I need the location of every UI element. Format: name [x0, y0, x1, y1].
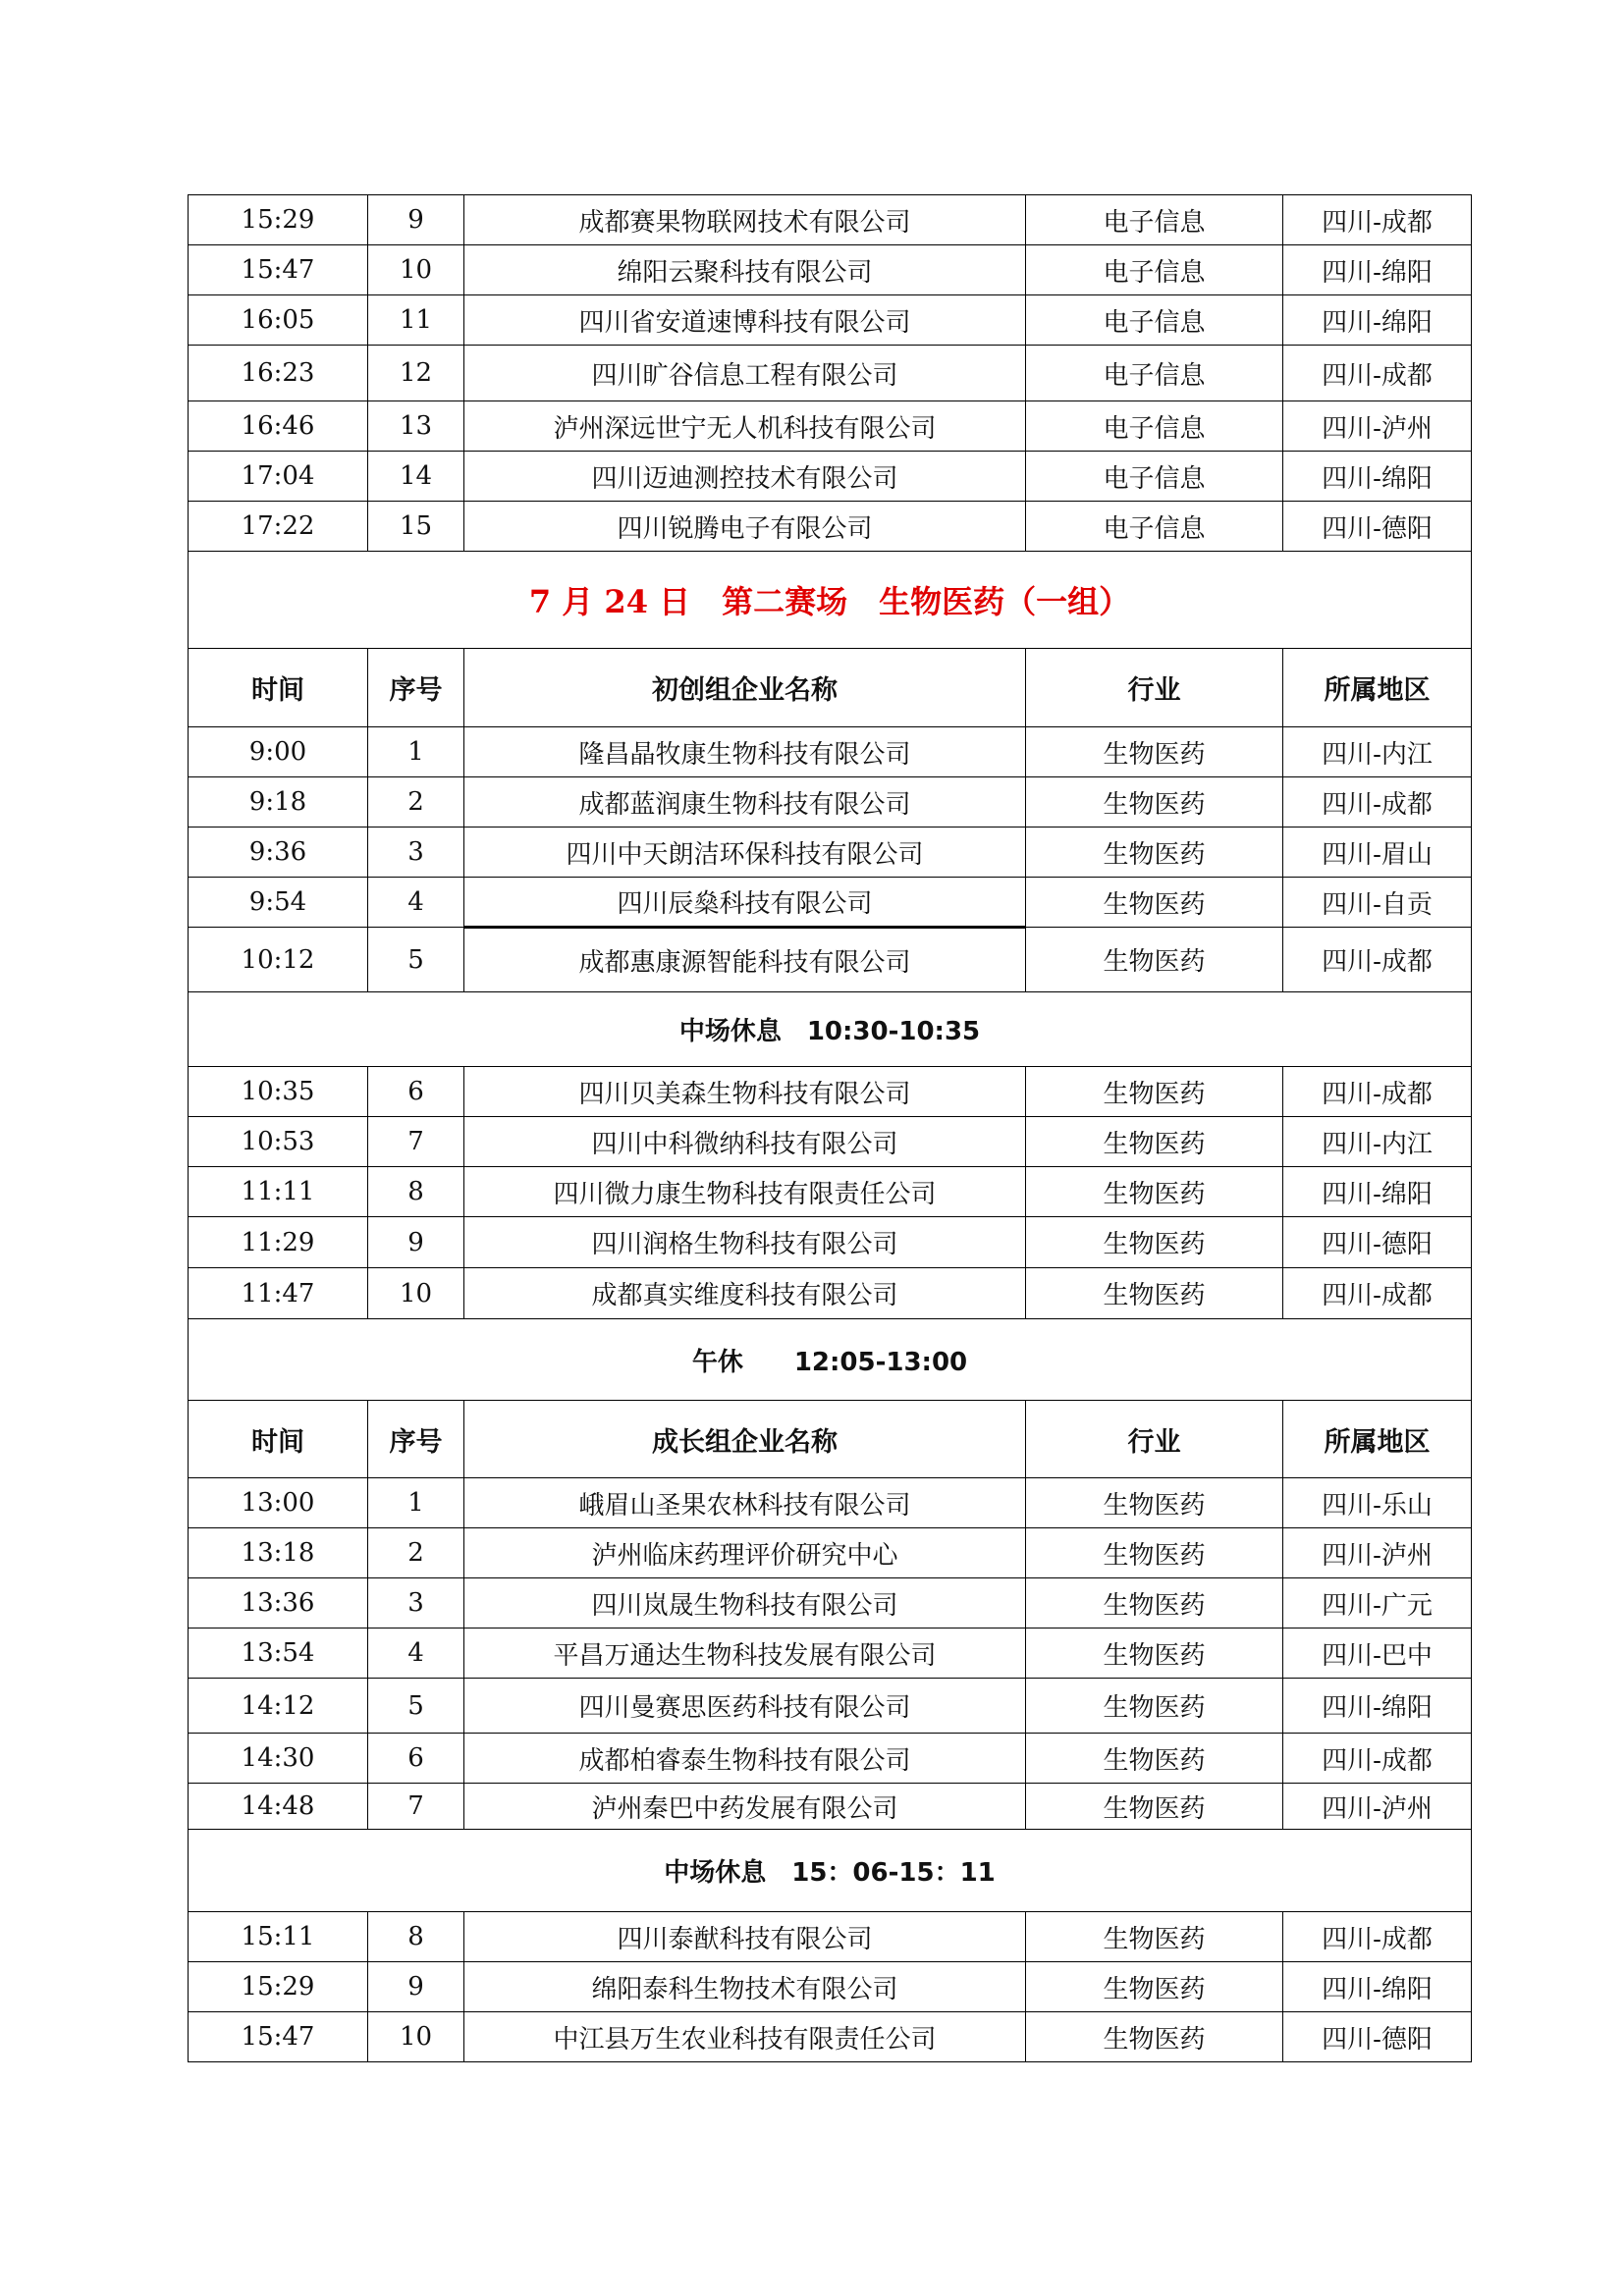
- region-cell: 四川-泸州: [1283, 1784, 1472, 1830]
- region-cell: 四川-成都: [1283, 1912, 1472, 1962]
- region-cell: 四川-成都: [1283, 1734, 1472, 1784]
- break-label: 午休 12:05-13:00: [189, 1319, 1472, 1401]
- break-label: 中场休息 15：06-15：11: [189, 1830, 1472, 1912]
- time-cell: 16:46: [189, 401, 368, 452]
- table-row: [189, 295, 1472, 346]
- table-row: [189, 502, 1472, 552]
- number-cell: 10: [368, 1268, 464, 1319]
- table-row: [189, 1962, 1472, 2012]
- company-name-cell: 平昌万通达生物科技发展有限公司: [464, 1629, 1026, 1679]
- industry-cell: 生物医药: [1026, 1912, 1283, 1962]
- column-header: 成长组企业名称: [464, 1401, 1026, 1478]
- table-row: [189, 1679, 1472, 1734]
- table-row: [189, 1167, 1472, 1217]
- industry-cell: 生物医药: [1026, 1578, 1283, 1629]
- region-cell: 四川-巴中: [1283, 1629, 1472, 1679]
- industry-cell: 生物医药: [1026, 1217, 1283, 1268]
- industry-cell: 电子信息: [1026, 502, 1283, 552]
- region-cell: 四川-内江: [1283, 1117, 1472, 1167]
- industry-cell: 生物医药: [1026, 727, 1283, 777]
- region-cell: 四川-绵阳: [1283, 1679, 1472, 1734]
- company-name-cell: 泸州深远世宁无人机科技有限公司: [464, 401, 1026, 452]
- number-cell: 1: [368, 1478, 464, 1528]
- table-row: [189, 1117, 1472, 1167]
- table-row: [189, 1268, 1472, 1319]
- region-cell: 四川-泸州: [1283, 1528, 1472, 1578]
- time-cell: 14:30: [189, 1734, 368, 1784]
- number-cell: 3: [368, 1578, 464, 1629]
- industry-cell: 生物医药: [1026, 1268, 1283, 1319]
- number-cell: 8: [368, 1912, 464, 1962]
- company-name-cell: 四川锐腾电子有限公司: [464, 502, 1026, 552]
- table-row: [189, 195, 1472, 245]
- industry-cell: 生物医药: [1026, 1067, 1283, 1117]
- time-cell: 15:29: [189, 195, 368, 245]
- number-cell: 8: [368, 1167, 464, 1217]
- region-cell: 四川-德阳: [1283, 1217, 1472, 1268]
- industry-cell: 生物医药: [1026, 1962, 1283, 2012]
- industry-cell: 生物医药: [1026, 1528, 1283, 1578]
- industry-cell: 生物医药: [1026, 828, 1283, 878]
- company-name-cell: 隆昌晶牧康生物科技有限公司: [464, 727, 1026, 777]
- region-cell: 四川-泸州: [1283, 401, 1472, 452]
- time-cell: 17:04: [189, 452, 368, 502]
- region-cell: 四川-广元: [1283, 1578, 1472, 1629]
- company-name-cell: 四川辰燊科技有限公司: [464, 878, 1026, 928]
- region-cell: 四川-成都: [1283, 1268, 1472, 1319]
- industry-cell: 生物医药: [1026, 928, 1283, 992]
- industry-cell: 生物医药: [1026, 1629, 1283, 1679]
- region-cell: 四川-成都: [1283, 195, 1472, 245]
- number-cell: 4: [368, 878, 464, 928]
- number-cell: 6: [368, 1067, 464, 1117]
- column-header: 行业: [1026, 649, 1283, 727]
- break-row: [189, 1319, 1472, 1401]
- time-cell: 9:54: [189, 878, 368, 928]
- region-cell: 四川-成都: [1283, 928, 1472, 992]
- column-header: 序号: [368, 1401, 464, 1478]
- time-cell: 9:00: [189, 727, 368, 777]
- break-label: 中场休息 10:30-10:35: [189, 992, 1472, 1067]
- number-cell: 6: [368, 1734, 464, 1784]
- company-name-cell: 四川润格生物科技有限公司: [464, 1217, 1026, 1268]
- time-cell: 15:11: [189, 1912, 368, 1962]
- time-cell: 10:53: [189, 1117, 368, 1167]
- table-row: [189, 828, 1472, 878]
- region-cell: 四川-绵阳: [1283, 1962, 1472, 2012]
- region-cell: 四川-眉山: [1283, 828, 1472, 878]
- time-cell: 15:47: [189, 245, 368, 295]
- region-cell: 四川-德阳: [1283, 2012, 1472, 2062]
- table-row: [189, 452, 1472, 502]
- number-cell: 10: [368, 2012, 464, 2062]
- company-name-cell: 四川贝美森生物科技有限公司: [464, 1067, 1026, 1117]
- industry-cell: 电子信息: [1026, 452, 1283, 502]
- time-cell: 10:12: [189, 928, 368, 992]
- company-name-cell: 成都惠康源智能科技有限公司: [464, 928, 1026, 992]
- column-header: 初创组企业名称: [464, 649, 1026, 727]
- company-name-cell: 四川迈迪测控技术有限公司: [464, 452, 1026, 502]
- table-row: [189, 727, 1472, 777]
- number-cell: 12: [368, 346, 464, 401]
- company-name-cell: 成都柏睿泰生物科技有限公司: [464, 1734, 1026, 1784]
- number-cell: 7: [368, 1117, 464, 1167]
- company-name-cell: 四川旷谷信息工程有限公司: [464, 346, 1026, 401]
- industry-cell: 电子信息: [1026, 245, 1283, 295]
- time-cell: 9:36: [189, 828, 368, 878]
- company-name-cell: 成都真实维度科技有限公司: [464, 1268, 1026, 1319]
- company-name-cell: 四川泰猷科技有限公司: [464, 1912, 1026, 1962]
- number-cell: 15: [368, 502, 464, 552]
- company-name-cell: 泸州临床药理评价研究中心: [464, 1528, 1026, 1578]
- company-name-cell: 四川岚晟生物科技有限公司: [464, 1578, 1026, 1629]
- table-row: [189, 1784, 1472, 1830]
- time-cell: 11:29: [189, 1217, 368, 1268]
- number-cell: 9: [368, 195, 464, 245]
- industry-cell: 生物医药: [1026, 777, 1283, 828]
- section-title: 7 月 24 日 第二赛场 生物医药（一组）: [189, 552, 1472, 649]
- time-cell: 13:54: [189, 1629, 368, 1679]
- break-row: [189, 992, 1472, 1067]
- table-row: [189, 1912, 1472, 1962]
- region-cell: 四川-成都: [1283, 777, 1472, 828]
- time-cell: 9:18: [189, 777, 368, 828]
- time-cell: 16:05: [189, 295, 368, 346]
- table-row: [189, 401, 1472, 452]
- time-cell: 10:35: [189, 1067, 368, 1117]
- region-cell: 四川-绵阳: [1283, 245, 1472, 295]
- industry-cell: 生物医药: [1026, 878, 1283, 928]
- column-header: 时间: [189, 649, 368, 727]
- company-name-cell: 泸州秦巴中药发展有限公司: [464, 1784, 1026, 1830]
- number-cell: 3: [368, 828, 464, 878]
- industry-cell: 生物医药: [1026, 1478, 1283, 1528]
- table-row: [189, 1528, 1472, 1578]
- time-cell: 17:22: [189, 502, 368, 552]
- table-row: [189, 878, 1472, 928]
- industry-cell: 电子信息: [1026, 346, 1283, 401]
- number-cell: 2: [368, 1528, 464, 1578]
- number-cell: 5: [368, 928, 464, 992]
- section-title-row: [189, 552, 1472, 649]
- company-name-cell: 绵阳泰科生物技术有限公司: [464, 1962, 1026, 2012]
- time-cell: 13:18: [189, 1528, 368, 1578]
- industry-cell: 电子信息: [1026, 401, 1283, 452]
- industry-cell: 生物医药: [1026, 1117, 1283, 1167]
- column-header: 所属地区: [1283, 1401, 1472, 1478]
- number-cell: 11: [368, 295, 464, 346]
- table-row: [189, 1217, 1472, 1268]
- region-cell: 四川-自贡: [1283, 878, 1472, 928]
- number-cell: 13: [368, 401, 464, 452]
- company-name-cell: 四川微力康生物科技有限责任公司: [464, 1167, 1026, 1217]
- time-cell: 11:47: [189, 1268, 368, 1319]
- region-cell: 四川-成都: [1283, 346, 1472, 401]
- column-header: 时间: [189, 1401, 368, 1478]
- table-header-row: [189, 649, 1472, 727]
- table-row: [189, 245, 1472, 295]
- industry-cell: 生物医药: [1026, 1734, 1283, 1784]
- number-cell: 9: [368, 1962, 464, 2012]
- industry-cell: 电子信息: [1026, 295, 1283, 346]
- region-cell: 四川-绵阳: [1283, 295, 1472, 346]
- time-cell: 15:29: [189, 1962, 368, 2012]
- time-cell: 14:12: [189, 1679, 368, 1734]
- number-cell: 7: [368, 1784, 464, 1830]
- company-name-cell: 峨眉山圣果农林科技有限公司: [464, 1478, 1026, 1528]
- table-row: [189, 1478, 1472, 1528]
- column-header: 序号: [368, 649, 464, 727]
- company-name-cell: 成都蓝润康生物科技有限公司: [464, 777, 1026, 828]
- column-header: 所属地区: [1283, 649, 1472, 727]
- number-cell: 1: [368, 727, 464, 777]
- number-cell: 10: [368, 245, 464, 295]
- schedule-table: [188, 194, 1472, 2062]
- column-header: 行业: [1026, 1401, 1283, 1478]
- time-cell: 14:48: [189, 1784, 368, 1830]
- region-cell: 四川-内江: [1283, 727, 1472, 777]
- region-cell: 四川-德阳: [1283, 502, 1472, 552]
- region-cell: 四川-成都: [1283, 1067, 1472, 1117]
- time-cell: 16:23: [189, 346, 368, 401]
- region-cell: 四川-乐山: [1283, 1478, 1472, 1528]
- time-cell: 13:36: [189, 1578, 368, 1629]
- company-name-cell: 成都赛果物联网技术有限公司: [464, 195, 1026, 245]
- number-cell: 5: [368, 1679, 464, 1734]
- time-cell: 15:47: [189, 2012, 368, 2062]
- number-cell: 4: [368, 1629, 464, 1679]
- industry-cell: 生物医药: [1026, 1167, 1283, 1217]
- number-cell: 14: [368, 452, 464, 502]
- company-name-cell: 四川中科微纳科技有限公司: [464, 1117, 1026, 1167]
- company-name-cell: 四川曼赛思医药科技有限公司: [464, 1679, 1026, 1734]
- region-cell: 四川-绵阳: [1283, 452, 1472, 502]
- industry-cell: 生物医药: [1026, 1679, 1283, 1734]
- industry-cell: 生物医药: [1026, 1784, 1283, 1830]
- number-cell: 9: [368, 1217, 464, 1268]
- company-name-cell: 绵阳云聚科技有限公司: [464, 245, 1026, 295]
- number-cell: 2: [368, 777, 464, 828]
- industry-cell: 电子信息: [1026, 195, 1283, 245]
- table-row: [189, 777, 1472, 828]
- industry-cell: 生物医药: [1026, 2012, 1283, 2062]
- time-cell: 13:00: [189, 1478, 368, 1528]
- region-cell: 四川-绵阳: [1283, 1167, 1472, 1217]
- table-header-row: [189, 1401, 1472, 1478]
- table-row: [189, 1629, 1472, 1679]
- table-row: [189, 1578, 1472, 1629]
- table-row: [189, 1067, 1472, 1117]
- time-cell: 11:11: [189, 1167, 368, 1217]
- break-row: [189, 1830, 1472, 1912]
- company-name-cell: 四川中天朗洁环保科技有限公司: [464, 828, 1026, 878]
- table-row: [189, 928, 1472, 992]
- company-name-cell: 四川省安道速博科技有限公司: [464, 295, 1026, 346]
- table-row: [189, 2012, 1472, 2062]
- table-row: [189, 346, 1472, 401]
- company-name-cell: 中江县万生农业科技有限责任公司: [464, 2012, 1026, 2062]
- table-row: [189, 1734, 1472, 1784]
